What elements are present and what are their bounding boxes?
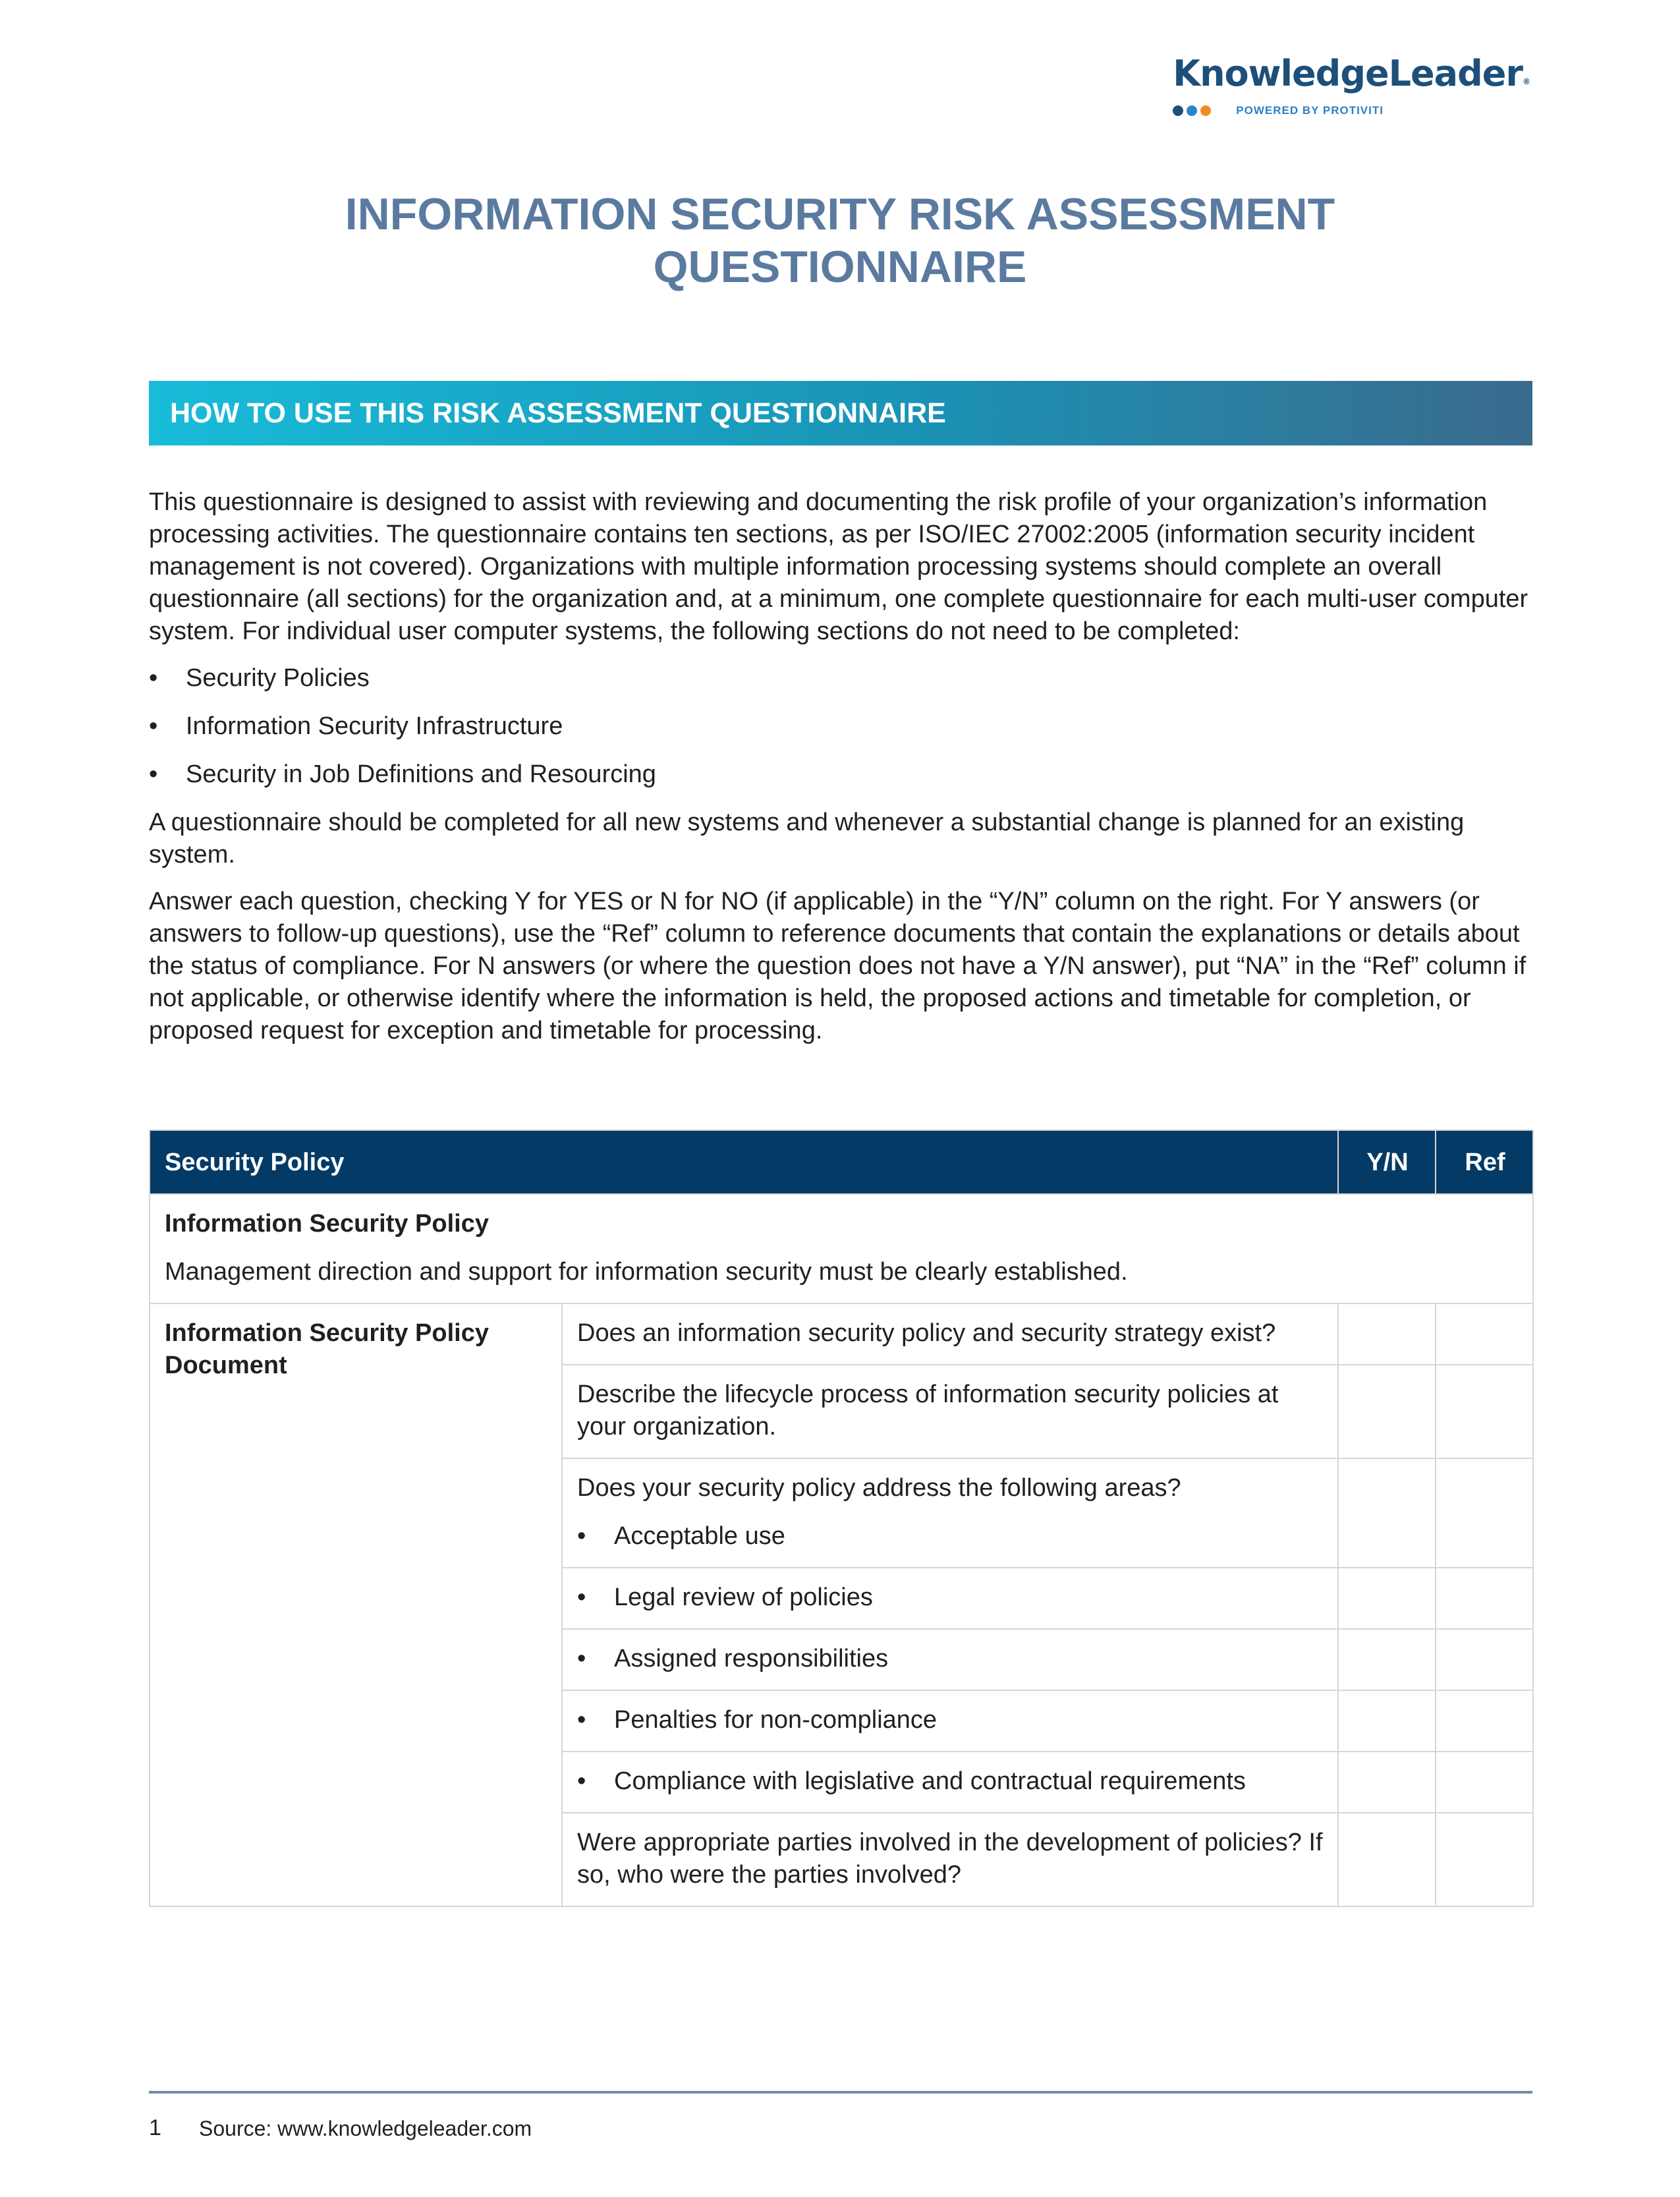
question-cell: [562, 1690, 1338, 1752]
question-cell: [562, 1568, 1338, 1629]
intro-paragraph-3: Answer each question, checking Y for YES or N for NO (if applicable) in the “Y/N” column on the right. For Y answers (or answers to follow-up questions), use the “Ref” column to reference documents that contain the explanations or details about the status of compliance. For N answers (or where the question does not have a Y/N answer), put “NA” in the “Ref” column if not applicable, or otherwise identify where the information is held, the proposed actions and timetable for completion, or proposed request for exception and timetable for processing.: [149, 888, 1526, 1044]
topic-cell: Information Security Policy Document: [150, 1303, 562, 1906]
question-cell: [562, 1629, 1338, 1690]
header-security-policy: Security Policy: [150, 1130, 1338, 1194]
ref-cell[interactable]: [1436, 1690, 1533, 1752]
logo-dots-icon: [1173, 105, 1211, 116]
yn-cell[interactable]: [1338, 1629, 1436, 1690]
intro-bullet: • Information Security Infrastructure: [149, 710, 1532, 743]
intro-bullet-list: [149, 662, 1532, 791]
ref-cell[interactable]: [1436, 1813, 1533, 1906]
yn-cell[interactable]: [1338, 1568, 1436, 1629]
yn-cell[interactable]: [1338, 1365, 1436, 1458]
question-cell: Were appropriate parties involved in the development of policies? If so, who were the parties involved?: [562, 1813, 1338, 1906]
question-bullet: • Penalties for non-compliance: [577, 1704, 1324, 1736]
question-bullet: • Compliance with legislative and contractual requirements: [577, 1765, 1324, 1798]
ref-cell[interactable]: [1436, 1629, 1533, 1690]
ref-cell[interactable]: [1436, 1568, 1533, 1629]
table-header-row: [150, 1130, 1533, 1194]
intro-paragraph-1: This questionnaire is designed to assist with reviewing and documenting the risk profile of your organization’s information processing activities. The questionnaire contains ten sections, as per ISO/IEC 27002:2005 (information security incident management is not covered). Organizations with multiple information processing systems should complete an overall questionnaire (all sections) for the organization and, at a minimum, one complete questionnaire for each multi-user computer system. For individual user computer systems, the following sections do not need to be completed:: [149, 488, 1528, 645]
footer-source: Source: www.knowledgeleader.com: [199, 2117, 532, 2140]
logo-trademark: ®: [1523, 77, 1530, 86]
ref-cell[interactable]: [1436, 1365, 1533, 1458]
yn-cell[interactable]: [1338, 1458, 1436, 1568]
question-cell: Describe the lifecycle process of information security policies at your organization.: [562, 1365, 1338, 1458]
question-cell: [562, 1752, 1338, 1813]
question-cell: [562, 1458, 1338, 1568]
yn-cell[interactable]: [1338, 1303, 1436, 1365]
yn-cell[interactable]: [1338, 1813, 1436, 1906]
yn-cell[interactable]: [1338, 1752, 1436, 1813]
page-number: 1: [149, 2115, 161, 2140]
group-row: [150, 1194, 1533, 1303]
question-bullet: • Acceptable use: [577, 1520, 1324, 1553]
yn-cell[interactable]: [1338, 1690, 1436, 1752]
document-title: [0, 188, 1680, 293]
logo-dot: [1200, 105, 1211, 116]
ref-cell[interactable]: [1436, 1752, 1533, 1813]
header-yn: Y/N: [1338, 1130, 1436, 1194]
logo-powered-by: POWERED BY PROTIVITI: [1236, 104, 1384, 117]
question-text: Does your security policy address the following areas?: [577, 1474, 1181, 1502]
section-heading-band: [149, 381, 1532, 445]
title-line-2: QUESTIONNAIRE: [653, 242, 1027, 292]
intro-text: [149, 486, 1532, 1062]
ref-cell[interactable]: [1436, 1458, 1533, 1568]
knowledgeleader-logo: [1173, 53, 1530, 117]
header-ref: Ref: [1436, 1130, 1533, 1194]
question-cell: Does an information security policy and security strategy exist?: [562, 1303, 1338, 1365]
title-line-1: INFORMATION SECURITY RISK ASSESSMENT: [345, 189, 1335, 239]
logo-wordmark: KnowledgeLeader: [1173, 53, 1523, 94]
question-bullet: • Assigned responsibilities: [577, 1643, 1324, 1675]
section-heading: HOW TO USE THIS RISK ASSESSMENT QUESTIONNAIRE: [170, 397, 946, 429]
group-title: Information Security Policy: [165, 1210, 489, 1238]
intro-bullet: • Security in Job Definitions and Resourcing: [149, 758, 1532, 791]
group-description: Management direction and support for information security must be clearly established.: [165, 1258, 1128, 1286]
footer-divider: [149, 2091, 1532, 2094]
logo-dot: [1187, 105, 1197, 116]
table-row: [150, 1303, 1533, 1365]
questionnaire-table: [149, 1129, 1534, 1907]
ref-cell[interactable]: [1436, 1303, 1533, 1365]
intro-bullet: • Security Policies: [149, 662, 1532, 695]
logo-dot: [1173, 105, 1183, 116]
intro-paragraph-2: A questionnaire should be completed for all new systems and whenever a substantial change is planned for an existing system.: [149, 809, 1465, 869]
question-bullet: • Legal review of policies: [577, 1582, 1324, 1614]
